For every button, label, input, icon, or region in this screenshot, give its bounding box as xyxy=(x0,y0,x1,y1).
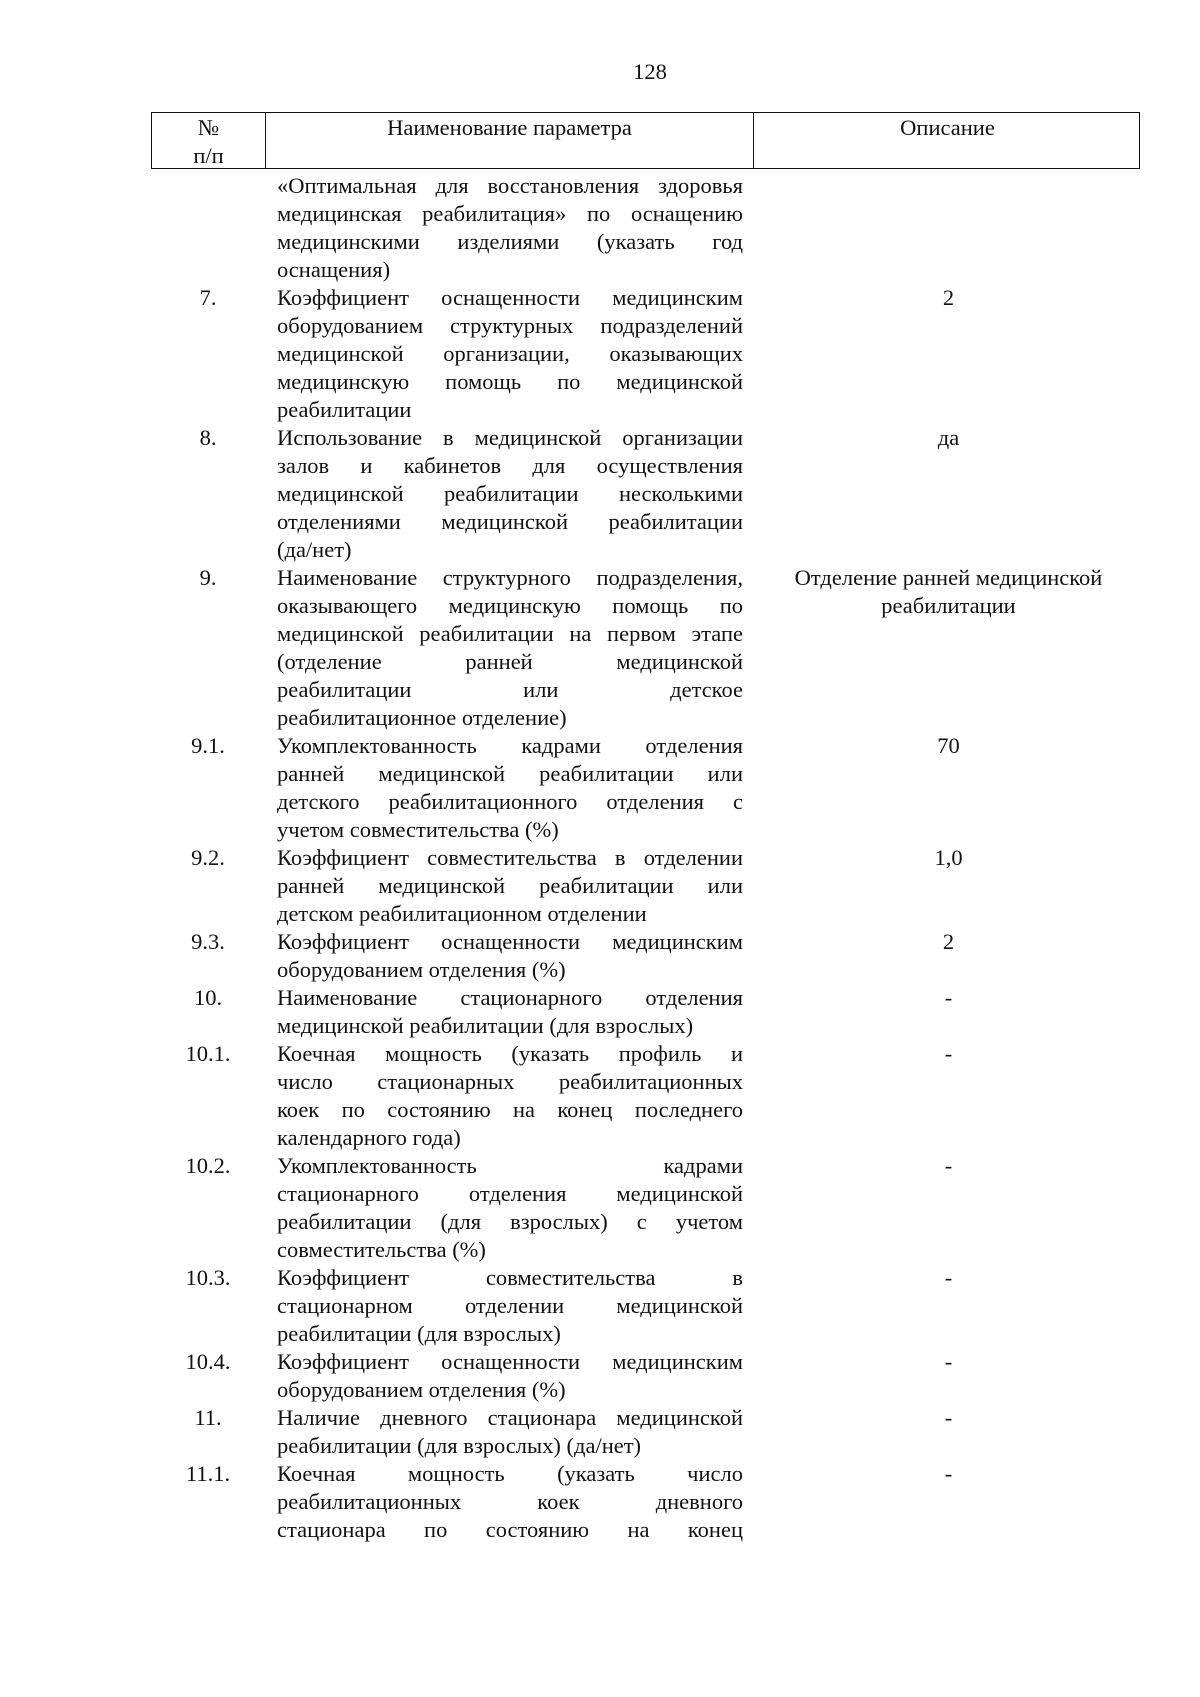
parameter-name-line: ранней медицинской реабилитации или xyxy=(277,761,743,786)
parameter-name-line: (да/нет) xyxy=(277,537,352,562)
table-row xyxy=(151,1152,1140,1264)
parameter-name xyxy=(277,928,743,984)
description-line: - xyxy=(944,1041,953,1066)
table-row xyxy=(151,1348,1140,1404)
parameter-name-line: стационарного отделения медицинской xyxy=(277,1181,743,1206)
parameter-description xyxy=(755,1264,1142,1292)
parameter-name-line: реабилитации xyxy=(277,397,412,422)
parameter-name-line: детского реабилитационного отделения с xyxy=(277,789,743,814)
parameter-name-line: медицинскую помощь по медицинской xyxy=(277,369,743,394)
table-body xyxy=(151,172,1140,1544)
row-number: 7. xyxy=(199,285,217,310)
description-line: да xyxy=(937,425,960,450)
parameter-description xyxy=(755,844,1142,872)
description-line: - xyxy=(944,1265,953,1290)
description-line: - xyxy=(944,1461,953,1486)
parameter-name xyxy=(277,1040,743,1152)
parameter-name-line: медицинская реабилитация» по оснащению xyxy=(277,201,743,226)
row-number: 11.1. xyxy=(185,1461,231,1486)
description-line: реабилитации xyxy=(881,593,1016,618)
description-line: 70 xyxy=(937,733,960,758)
parameter-name-line: Коэффициент оснащенности медицинским xyxy=(277,929,743,954)
header-number-symbol: № xyxy=(197,115,220,140)
header-description: Описание xyxy=(900,115,995,140)
parameter-name xyxy=(277,732,743,844)
parameter-name-line: реабилитации или детское xyxy=(277,677,743,702)
parameter-name xyxy=(277,1348,743,1404)
parameter-description xyxy=(755,928,1142,956)
parameter-name-line: коек по состоянию на конец последнего xyxy=(277,1097,743,1122)
parameter-name-line: Коэффициент совместительства в xyxy=(277,1265,743,1290)
row-number: 10.3. xyxy=(185,1265,231,1290)
table-row xyxy=(151,928,1140,984)
parameter-name-line: ранней медицинской реабилитации или xyxy=(277,873,743,898)
table-row xyxy=(151,424,1140,564)
description-line: - xyxy=(944,1349,953,1374)
table-row xyxy=(151,732,1140,844)
parameter-name-line: медицинской реабилитации несколькими xyxy=(277,481,743,506)
parameter-name xyxy=(277,1264,743,1348)
page-number: 128 xyxy=(633,59,667,84)
parameter-name-line: медицинской реабилитации (для взрослых) xyxy=(277,1013,694,1038)
parameter-name-line: Коечная мощность (указать профиль и xyxy=(277,1041,743,1066)
parameter-name-line: календарного года) xyxy=(277,1125,461,1150)
parameter-name-line: реабилитации (для взрослых) xyxy=(277,1321,561,1346)
parameter-name-line: реабилитационное отделение) xyxy=(277,705,567,730)
parameter-description xyxy=(755,424,1142,452)
description-line: Отделение ранней медицинской xyxy=(794,565,1103,590)
parameter-name-line: Укомплектованность кадрами отделения xyxy=(277,733,743,758)
description-line: 2 xyxy=(942,929,955,954)
row-number: 10.1. xyxy=(185,1041,231,1066)
table-header xyxy=(151,112,1140,169)
parameter-name-line: оснащения) xyxy=(277,257,391,282)
header-number-abbrev: п/п xyxy=(193,143,224,168)
table-row xyxy=(151,1264,1140,1348)
parameter-name-line: Коэффициент оснащенности медицинским xyxy=(277,285,743,310)
parameter-name-line: совместительства (%) xyxy=(277,1237,486,1262)
parameter-name xyxy=(277,284,743,424)
parameter-description xyxy=(755,284,1142,312)
parameter-name-line: стационара по состоянию на конец xyxy=(277,1517,743,1542)
parameter-name-line: Коечная мощность (указать число xyxy=(277,1461,743,1486)
parameter-name-line: медицинской организации, оказывающих xyxy=(277,341,743,366)
row-number: 10.2. xyxy=(185,1153,231,1178)
description-line: - xyxy=(944,1405,953,1430)
row-number: 9.2. xyxy=(191,845,225,870)
parameter-description xyxy=(755,984,1142,1012)
table-row xyxy=(151,284,1140,424)
parameter-name-line: Наличие дневного стационара медицинской xyxy=(277,1405,743,1430)
parameter-name-line: «Оптимальная для восстановления здоровья xyxy=(277,173,743,198)
parameter-name xyxy=(277,1404,743,1460)
parameter-name-line: реабилитации (для взрослых) с учетом xyxy=(277,1209,743,1234)
parameter-name-line: залов и кабинетов для осуществления xyxy=(277,453,743,478)
description-line: - xyxy=(944,985,953,1010)
table-row xyxy=(151,1460,1140,1544)
parameter-name-line: оборудованием отделения (%) xyxy=(277,957,566,982)
header-number-column xyxy=(152,113,266,168)
row-number: 10. xyxy=(193,985,223,1010)
parameter-description xyxy=(755,1040,1142,1068)
parameter-description xyxy=(755,1404,1142,1432)
header-parameter-name: Наименование параметра xyxy=(266,113,754,168)
description-line: - xyxy=(944,1153,953,1178)
parameter-description xyxy=(755,1460,1142,1488)
parameter-name xyxy=(277,424,743,564)
table-row xyxy=(151,984,1140,1040)
parameter-name-line: Наименование стационарного отделения xyxy=(277,985,743,1010)
parameter-name xyxy=(277,564,743,732)
parameter-name-line: реабилитации (для взрослых) (да/нет) xyxy=(277,1433,642,1458)
parameter-name-line: отделениями медицинской реабилитации xyxy=(277,509,743,534)
row-number: 10.4. xyxy=(185,1349,231,1374)
row-number: 9. xyxy=(199,565,217,590)
table-row xyxy=(151,564,1140,732)
row-number: 9.1. xyxy=(191,733,225,758)
parameter-name-line: Коэффициент совместительства в отделении xyxy=(277,845,743,870)
parameter-name-line: (отделение ранней медицинской xyxy=(277,649,743,674)
parameter-name xyxy=(277,844,743,928)
parameter-description xyxy=(755,1152,1142,1180)
parameter-name-line: оборудованием структурных подразделений xyxy=(277,313,743,338)
parameter-name xyxy=(277,1460,743,1544)
parameter-name-line: медицинскими изделиями (указать год xyxy=(277,229,743,254)
table-row xyxy=(151,1040,1140,1152)
table-row xyxy=(151,172,1140,284)
description-line: 2 xyxy=(942,285,955,310)
row-number: 11. xyxy=(194,1405,222,1430)
parameter-name-line: стационарном отделении медицинской xyxy=(277,1293,743,1318)
parameter-name-line: Коэффициент оснащенности медицинским xyxy=(277,1349,743,1374)
parameter-name-line: медицинской реабилитации на первом этапе xyxy=(277,621,743,646)
parameter-name-line: оказывающего медицинскую помощь по xyxy=(277,593,743,618)
table-row xyxy=(151,1404,1140,1460)
parameter-name-line: реабилитационных коек дневного xyxy=(277,1489,743,1514)
parameter-name xyxy=(277,984,743,1040)
table-row xyxy=(151,844,1140,928)
parameter-name-line: Укомплектованность кадрами xyxy=(277,1153,743,1178)
parameter-name-line: Использование в медицинской организации xyxy=(277,425,743,450)
row-number: 8. xyxy=(199,425,217,450)
parameter-name-line: число стационарных реабилитационных xyxy=(277,1069,743,1094)
parameter-description xyxy=(755,1348,1142,1376)
description-line: 1,0 xyxy=(934,845,963,870)
parameter-name-line: Наименование структурного подразделения, xyxy=(277,565,743,590)
parameter-name-line: учетом совместительства (%) xyxy=(277,817,559,842)
parameter-name xyxy=(277,1152,743,1264)
parameter-description xyxy=(755,564,1142,620)
parameter-name xyxy=(277,172,743,284)
row-number: 9.3. xyxy=(191,929,225,954)
parameter-name-line: детском реабилитационном отделении xyxy=(277,901,647,926)
parameter-name-line: оборудованием отделения (%) xyxy=(277,1377,566,1402)
parameter-description xyxy=(755,732,1142,760)
